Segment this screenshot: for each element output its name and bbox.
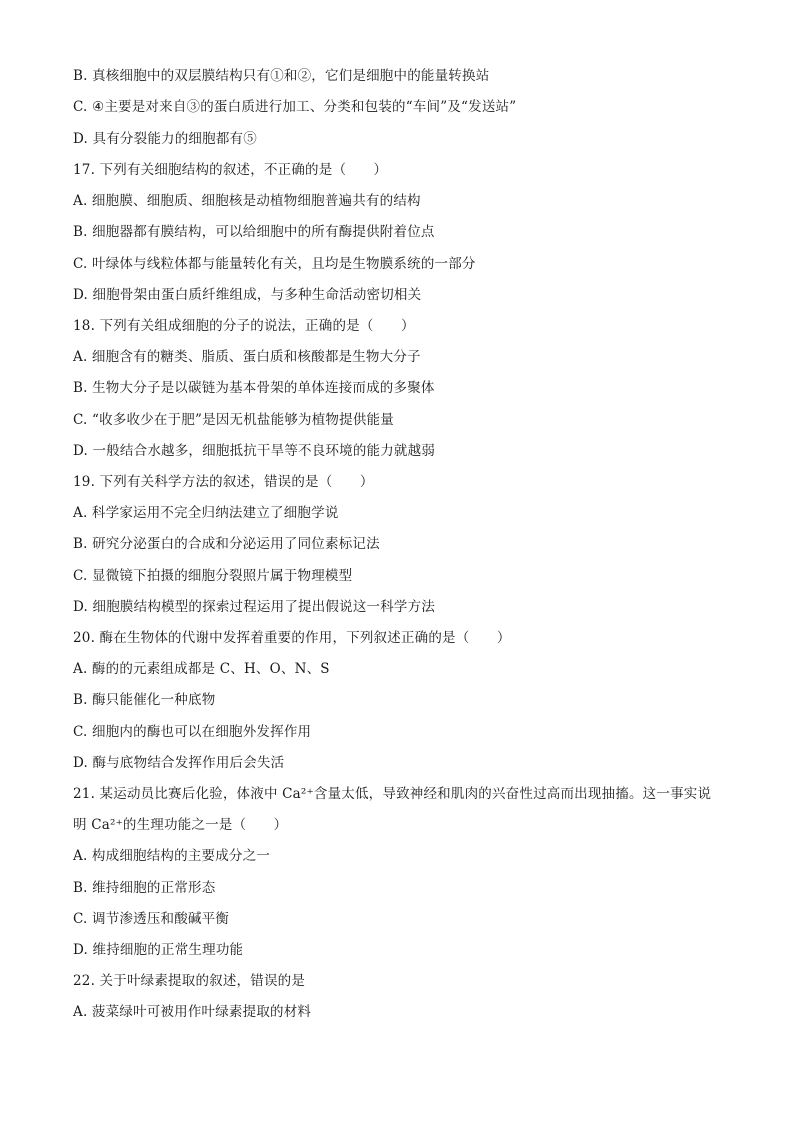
q16-option-b: B. 真核细胞中的双层膜结构只有①和②，它们是细胞中的能量转换站 (73, 68, 490, 84)
q17-option-c: C. 叶绿体与线粒体都与能量转化有关，且均是生物膜系统的一部分 (73, 256, 476, 272)
question-21-line-2: 明 Ca²⁺的生理功能之一是（ ） (73, 817, 288, 833)
question-22: 22. 关于叶绿素提取的叙述，错误的是 (73, 973, 306, 989)
q20-option-b: B. 酶只能催化一种底物 (73, 692, 216, 708)
q19-option-a: A. 科学家运用不完全归纳法建立了细胞学说 (73, 505, 339, 521)
question-18: 18. 下列有关组成细胞的分子的说法，正确的是（ ） (73, 318, 415, 334)
q16-option-c: C. ④主要是对来自③的蛋白质进行加工、分类和包装的“车间”及“发送站” (73, 99, 517, 115)
q18-option-a: A. 细胞含有的糖类、脂质、蛋白质和核酸都是生物大分子 (73, 349, 421, 365)
q21-option-a: A. 构成细胞结构的主要成分之一 (73, 848, 271, 864)
q17-option-a: A. 细胞膜、细胞质、细胞核是动植物细胞普遍共有的结构 (73, 193, 421, 209)
question-21-line-1: 21. 某运动员比赛后化验，体液中 Ca²⁺含量太低，导致神经和肌肉的兴奋性过高而出现抽搐。这一事实说 (73, 786, 712, 802)
q19-option-c: C. 显微镜下拍摄的细胞分裂照片属于物理模型 (73, 568, 353, 584)
question-20: 20. 酶在生物体的代谢中发挥着重要的作用，下列叙述正确的是（ ） (73, 630, 511, 646)
q18-option-b: B. 生物大分子是以碳链为基本骨架的单体连接而成的多聚体 (73, 380, 435, 396)
q20-option-c: C. 细胞内的酶也可以在细胞外发挥作用 (73, 724, 312, 740)
q18-option-d: D. 一般结合水越多，细胞抵抗干旱等不良环境的能力就越弱 (73, 443, 436, 459)
q19-option-b: B. 研究分泌蛋白的合成和分泌运用了同位素标记法 (73, 536, 380, 552)
q20-option-a: A. 酶的的元素组成都是 C、H、O、N、S (73, 661, 330, 677)
q22-option-a: A. 菠菜绿叶可被用作叶绿素提取的材料 (73, 1004, 312, 1020)
q18-option-c: C. “收多收少在于肥”是因无机盐能够为植物提供能量 (73, 412, 394, 428)
q16-option-d: D. 具有分裂能力的细胞都有⑤ (73, 131, 257, 147)
q20-option-d: D. 酶与底物结合发挥作用后会失活 (73, 755, 285, 771)
q17-option-d: D. 细胞骨架由蛋白质纤维组成，与多种生命活动密切相关 (73, 287, 422, 303)
q21-option-c: C. 调节渗透压和酸碱平衡 (73, 911, 230, 927)
q21-option-b: B. 维持细胞的正常形态 (73, 880, 216, 896)
q19-option-d: D. 细胞膜结构模型的探索过程运用了提出假说这一科学方法 (73, 599, 436, 615)
q17-option-b: B. 细胞器都有膜结构，可以给细胞中的所有酶提供附着位点 (73, 224, 435, 240)
q21-option-d: D. 维持细胞的正常生理功能 (73, 942, 244, 958)
question-19: 19. 下列有关科学方法的叙述，错误的是（ ） (73, 474, 374, 490)
question-17: 17. 下列有关细胞结构的叙述，不正确的是（ ） (73, 162, 388, 178)
